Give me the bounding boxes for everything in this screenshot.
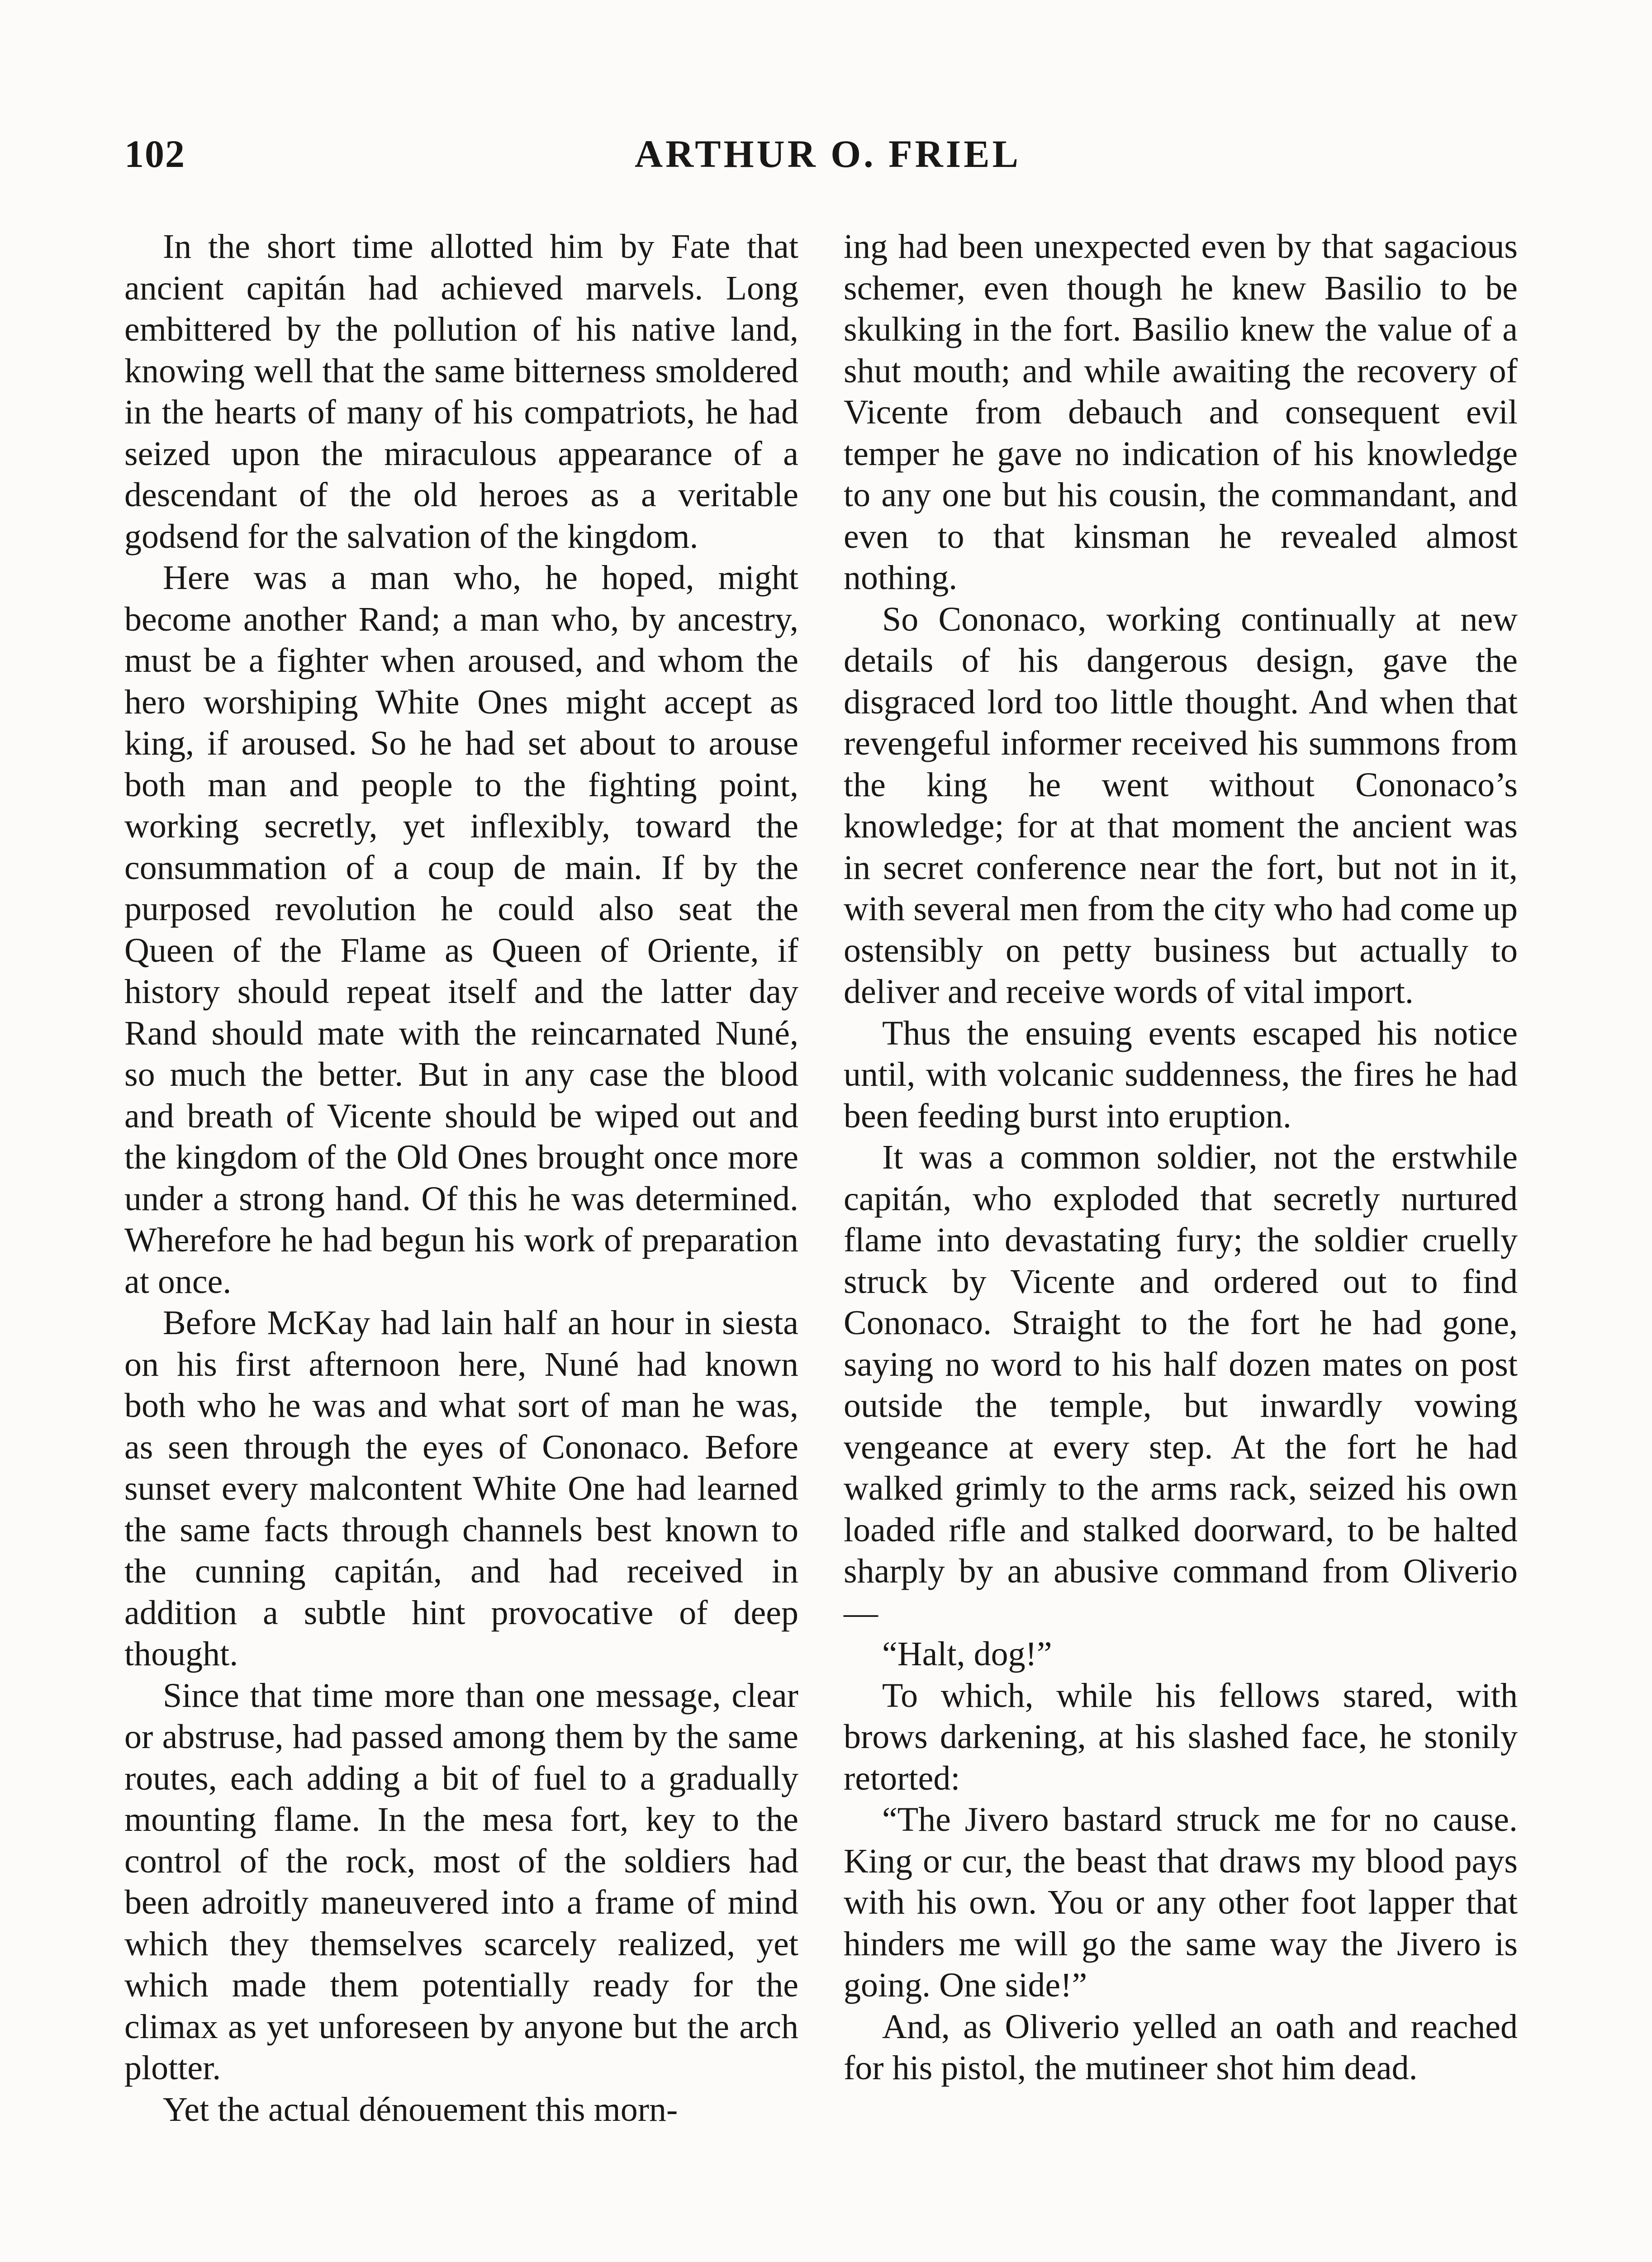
running-head: ARTHUR O. FRIEL bbox=[635, 132, 1021, 176]
left-column bbox=[124, 226, 798, 2130]
paragraph: And, as Oliverio yelled an oath and reached for his pistol, the mutineer shot him dead. bbox=[844, 2007, 1518, 2087]
right-column bbox=[844, 226, 1518, 2089]
paragraph: “The Jivero bastard struck me for no cause. King or cur, the beast that draws my blood pays with his own. You or any other foot lapper that hinders me will go the same way the Jivero is going. One side!” bbox=[844, 1801, 1518, 2004]
dialogue-line: “Halt, dog!” bbox=[882, 1635, 1052, 1673]
paragraph: Before McKay had lain half an hour in siesta on his first afternoon here, Nuné had known both who he was and what sort of man he was, as seen through the eyes of Cononaco. Before sunset every malcontent White One had learned the same facts through channels best known to the cunning capitán, and had received in addition a subtle hint provocative of deep thought. bbox=[124, 1304, 798, 1673]
paragraph: Yet the actual dénouement this morn- bbox=[163, 2090, 678, 2129]
paragraph: It was a common soldier, not the erstwhile capitán, who exploded that secretly nurtured flame into devastating fury; the soldier cruelly struck by Vicente and ordered out to find Cononaco. Straight to the fort he had gone, saying no word to his half dozen mates on post outside the temple, but inwardly vowing vengeance at every step. At the fort he had walked grimly to the arms rack, seized his own loaded rifle and stalked doorward, to be halted sharply by an abusive command from Oliverio— bbox=[844, 1138, 1518, 1632]
paragraph: Here was a man who, he hoped, might become another Rand; a man who, by ancestry, must be a fighter when aroused, and whom the hero worshiping White Ones might accept as king, if aroused. So he had set about to arouse both man and people to the fighting point, working secretly, yet inflexibly, toward the consummation of a coup de main. If by the purposed revolution he could also seat the Queen of the Flame as Queen of Oriente, if history should repeat itself and the latter day Rand should mate with the reincarnated Nuné, so much the better. But in any case the blood and breath of Vicente should be wiped out and the kingdom of the Old Ones brought once more under a strong hand. Of this he was determined. Wherefore he had begun his work of preparation at once. bbox=[124, 559, 798, 1301]
page-header bbox=[124, 131, 1531, 195]
page-number: 102 bbox=[124, 132, 185, 176]
paragraph: So Cononaco, working continually at new details of his dangerous design, gave the disgraced lord too little thought. And when that revengeful informer received his summons from the king he went without Cononaco’s knowledge; for at that moment the ancient was in secret conference near the fort, but not in it, with several men from the city who had come up ostensibly on petty business but actually to deliver and receive words of vital import. bbox=[844, 600, 1518, 1011]
paragraph: To which, while his fellows stared, with brows darkening, at his slashed face, he stonily retorted: bbox=[844, 1676, 1518, 1797]
paragraph-continued: ing had been unexpected even by that sagacious schemer, even though he knew Basilio to be skulking in the fort. Basilio knew the value of a shut mouth; and while awaiting the recovery of Vicente from debauch and consequent evil temper he gave no indication of his knowledge to any one but his cousin, the commandant, and even to that kinsman he revealed almost nothing. bbox=[844, 228, 1518, 597]
paragraph: Thus the ensuing events escaped his notice until, with volcanic suddenness, the fires he had been feeding burst into eruption. bbox=[844, 1014, 1518, 1135]
paragraph: Since that time more than one message, clear or abstruse, had passed among them by the same routes, each adding a bit of fuel to a gradually mounting flame. In the mesa fort, key to the control of the rock, most of the soldiers had been adroitly maneuvered into a frame of mind which they themselves scarcely realized, yet which made them potentially ready for the climax as yet unforeseen by anyone but the arch plotter. bbox=[124, 1676, 798, 2087]
paragraph: In the short time allotted him by Fate that ancient capitán had achieved marvels. Long embittered by the pollution of his native land, knowing well that the same bitterness smoldered in the hearts of many of his compatriots, he had seized upon the miraculous appearance of a descendant of the old heroes as a veritable godsend for the salvation of the kingdom. bbox=[124, 228, 798, 556]
